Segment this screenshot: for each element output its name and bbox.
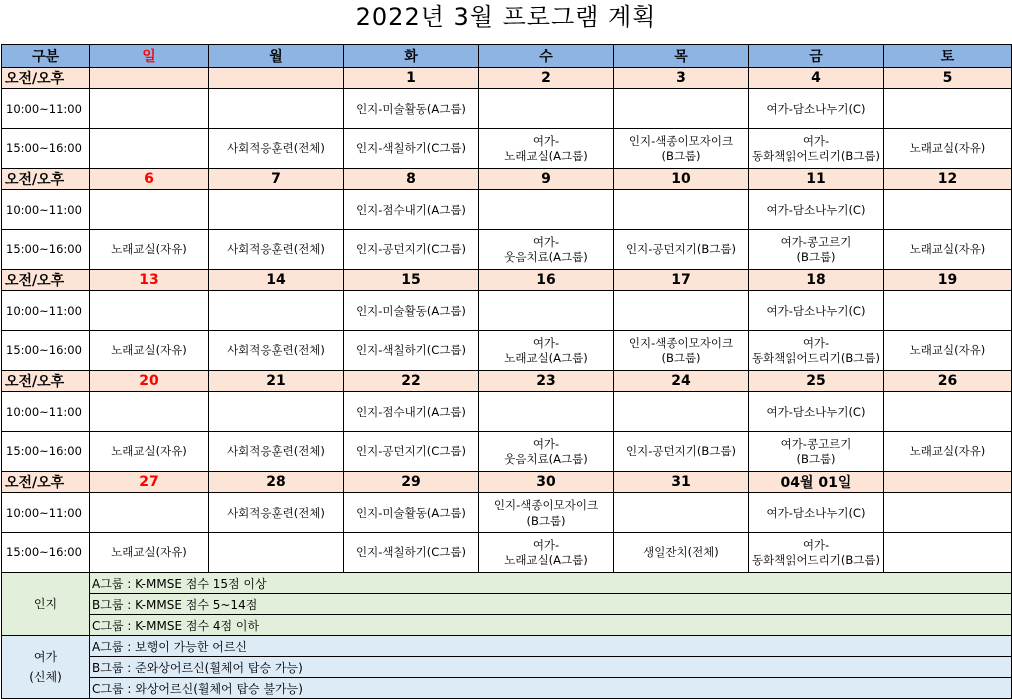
program-cell: 노래교실(자유) (884, 432, 1012, 472)
date-cell: 5 (884, 68, 1012, 89)
program-cell: 사회적응훈련(전체) (209, 331, 344, 371)
program-cell: 인지-색종이모자이크 (B그룹) (614, 129, 749, 169)
am-program-row (2, 89, 1012, 129)
cognitive-legend-text: B그룹 : K-MMSE 점수 5~14점 (90, 594, 1012, 615)
leisure-legend-row (2, 678, 1012, 699)
date-cell: 12 (884, 169, 1012, 190)
program-cell: 노래교실(자유) (884, 230, 1012, 270)
week-date-row (2, 472, 1012, 493)
date-cell: 23 (479, 371, 614, 392)
date-cell: 10 (614, 169, 749, 190)
program-cell (90, 129, 209, 169)
time-label: 10:00~11:00 (2, 493, 90, 533)
program-cell: 여가- 동화책읽어드리기(B그룹) (749, 331, 884, 371)
program-cell: 사회적응훈련(전체) (209, 432, 344, 472)
week-label: 오전/오후 (2, 270, 90, 291)
date-cell: 04월 01일 (749, 472, 884, 493)
time-label: 10:00~11:00 (2, 291, 90, 331)
date-cell: 18 (749, 270, 884, 291)
program-cell (614, 291, 749, 331)
program-cell (884, 190, 1012, 230)
program-cell: 노래교실(자유) (884, 129, 1012, 169)
date-cell (884, 472, 1012, 493)
time-label: 15:00~16:00 (2, 432, 90, 472)
page-title: 2022년 3월 프로그램 계획 (355, 3, 657, 31)
time-label: 15:00~16:00 (2, 230, 90, 270)
program-cell (209, 89, 344, 129)
program-cell: 노래교실(자유) (90, 432, 209, 472)
date-cell: 25 (749, 371, 884, 392)
date-cell: 15 (344, 270, 479, 291)
program-cell: 인지-색칠하기(C그룹) (344, 533, 479, 573)
cognitive-legend-text: C그룹 : K-MMSE 점수 4점 이하 (90, 615, 1012, 636)
date-cell: 28 (209, 472, 344, 493)
header-cell: 목 (614, 45, 749, 68)
program-cell: 여가-담소나누기(C) (749, 190, 884, 230)
program-cell (209, 392, 344, 432)
week-date-row (2, 270, 1012, 291)
program-cell (479, 392, 614, 432)
program-cell (479, 291, 614, 331)
program-cell: 여가-담소나누기(C) (749, 392, 884, 432)
date-cell: 22 (344, 371, 479, 392)
leisure-legend-row (2, 636, 1012, 657)
program-cell (479, 190, 614, 230)
time-label: 15:00~16:00 (2, 533, 90, 573)
program-cell: 인지-색종이모자이크 (B그룹) (614, 331, 749, 371)
date-cell: 2 (479, 68, 614, 89)
pm-program-row (2, 331, 1012, 371)
cognitive-legend-text: A그룹 : K-MMSE 점수 15점 이상 (90, 573, 1012, 594)
date-cell: 26 (884, 371, 1012, 392)
program-cell (614, 190, 749, 230)
leisure-category-label: 여가 (신체) (2, 636, 90, 699)
date-cell: 4 (749, 68, 884, 89)
program-cell: 인지-공던지기(B그룹) (614, 432, 749, 472)
date-cell: 30 (479, 472, 614, 493)
am-program-row (2, 291, 1012, 331)
time-label: 15:00~16:00 (2, 331, 90, 371)
program-cell: 여가- 노래교실(A그룹) (479, 331, 614, 371)
date-cell: 9 (479, 169, 614, 190)
week-label: 오전/오후 (2, 68, 90, 89)
program-cell: 사회적응훈련(전체) (209, 493, 344, 533)
time-label: 10:00~11:00 (2, 190, 90, 230)
leisure-legend-text: A그룹 : 보행이 가능한 어르신 (90, 636, 1012, 657)
header-cell: 월 (209, 45, 344, 68)
week-date-row (2, 169, 1012, 190)
program-cell: 여가-담소나누기(C) (749, 291, 884, 331)
program-cell: 여가- 노래교실(A그룹) (479, 533, 614, 573)
program-cell: 여가-콩고르기 (B그룹) (749, 230, 884, 270)
program-calendar-table (1, 44, 1012, 699)
program-cell (614, 89, 749, 129)
program-cell: 인지-색종이모자이크 (B그룹) (479, 493, 614, 533)
program-cell (90, 190, 209, 230)
date-cell (209, 68, 344, 89)
program-cell (90, 89, 209, 129)
program-cell: 사회적응훈련(전체) (209, 129, 344, 169)
program-cell (884, 291, 1012, 331)
date-cell: 17 (614, 270, 749, 291)
time-label: 10:00~11:00 (2, 89, 90, 129)
program-cell: 인지-공던지기(C그룹) (344, 432, 479, 472)
program-cell: 인지-공던지기(B그룹) (614, 230, 749, 270)
week-date-row (2, 68, 1012, 89)
date-cell: 14 (209, 270, 344, 291)
date-cell: 20 (90, 371, 209, 392)
cognitive-category-label: 인지 (2, 573, 90, 636)
date-cell: 8 (344, 169, 479, 190)
program-cell: 사회적응훈련(전체) (209, 230, 344, 270)
time-label: 10:00~11:00 (2, 392, 90, 432)
program-cell: 생일잔치(전체) (614, 533, 749, 573)
week-date-row (2, 371, 1012, 392)
program-cell: 노래교실(자유) (90, 230, 209, 270)
program-cell (884, 392, 1012, 432)
program-cell: 노래교실(자유) (90, 331, 209, 371)
week-label: 오전/오후 (2, 472, 90, 493)
program-cell: 여가- 노래교실(A그룹) (479, 129, 614, 169)
program-cell: 인지-점수내기(A그룹) (344, 190, 479, 230)
week-label: 오전/오후 (2, 169, 90, 190)
date-cell: 16 (479, 270, 614, 291)
header-cell: 토 (884, 45, 1012, 68)
cognitive-legend-row (2, 594, 1012, 615)
program-cell: 인지-미술활동(A그룹) (344, 493, 479, 533)
pm-program-row (2, 230, 1012, 270)
program-cell: 여가-콩고르기 (B그룹) (749, 432, 884, 472)
am-program-row (2, 392, 1012, 432)
date-cell: 31 (614, 472, 749, 493)
am-program-row (2, 190, 1012, 230)
program-cell (90, 493, 209, 533)
program-cell: 인지-미술활동(A그룹) (344, 89, 479, 129)
pm-program-row (2, 129, 1012, 169)
week-label: 오전/오후 (2, 371, 90, 392)
date-cell: 24 (614, 371, 749, 392)
program-cell (614, 392, 749, 432)
program-cell (209, 190, 344, 230)
program-cell: 여가-담소나누기(C) (749, 493, 884, 533)
program-cell: 여가- 웃음치료(A그룹) (479, 230, 614, 270)
header-cell: 금 (749, 45, 884, 68)
pm-program-row (2, 432, 1012, 472)
program-cell: 노래교실(자유) (884, 331, 1012, 371)
program-cell: 인지-색칠하기(C그룹) (344, 129, 479, 169)
program-cell: 노래교실(자유) (90, 533, 209, 573)
header-cell: 일 (90, 45, 209, 68)
program-cell (884, 89, 1012, 129)
header-cell: 구분 (2, 45, 90, 68)
cognitive-legend-row (2, 615, 1012, 636)
program-cell (479, 89, 614, 129)
time-label: 15:00~16:00 (2, 129, 90, 169)
program-cell: 여가- 동화책읽어드리기(B그룹) (749, 533, 884, 573)
date-cell: 27 (90, 472, 209, 493)
program-cell: 인지-점수내기(A그룹) (344, 392, 479, 432)
program-cell (209, 291, 344, 331)
date-cell: 13 (90, 270, 209, 291)
program-cell: 인지-색칠하기(C그룹) (344, 331, 479, 371)
am-program-row (2, 493, 1012, 533)
header-row (2, 45, 1012, 68)
program-cell: 인지-미술활동(A그룹) (344, 291, 479, 331)
date-cell: 29 (344, 472, 479, 493)
program-cell (884, 493, 1012, 533)
header-cell: 수 (479, 45, 614, 68)
program-cell (209, 533, 344, 573)
date-cell (90, 68, 209, 89)
program-cell: 여가-담소나누기(C) (749, 89, 884, 129)
date-cell: 6 (90, 169, 209, 190)
date-cell: 7 (209, 169, 344, 190)
date-cell: 3 (614, 68, 749, 89)
program-cell: 여가- 동화책읽어드리기(B그룹) (749, 129, 884, 169)
leisure-legend-text: C그룹 : 와상어르신(휠체어 탑승 불가능) (90, 678, 1012, 699)
program-cell: 여가- 웃음치료(A그룹) (479, 432, 614, 472)
program-cell (90, 392, 209, 432)
program-cell (614, 493, 749, 533)
leisure-legend-row (2, 657, 1012, 678)
program-cell (884, 533, 1012, 573)
cognitive-legend-row (2, 573, 1012, 594)
leisure-legend-text: B그룹 : 준와상어르신(휠체어 탑승 가능) (90, 657, 1012, 678)
date-cell: 19 (884, 270, 1012, 291)
header-cell: 화 (344, 45, 479, 68)
pm-program-row (2, 533, 1012, 573)
date-cell: 21 (209, 371, 344, 392)
program-cell: 인지-공던지기(C그룹) (344, 230, 479, 270)
date-cell: 1 (344, 68, 479, 89)
date-cell: 11 (749, 169, 884, 190)
program-cell (90, 291, 209, 331)
